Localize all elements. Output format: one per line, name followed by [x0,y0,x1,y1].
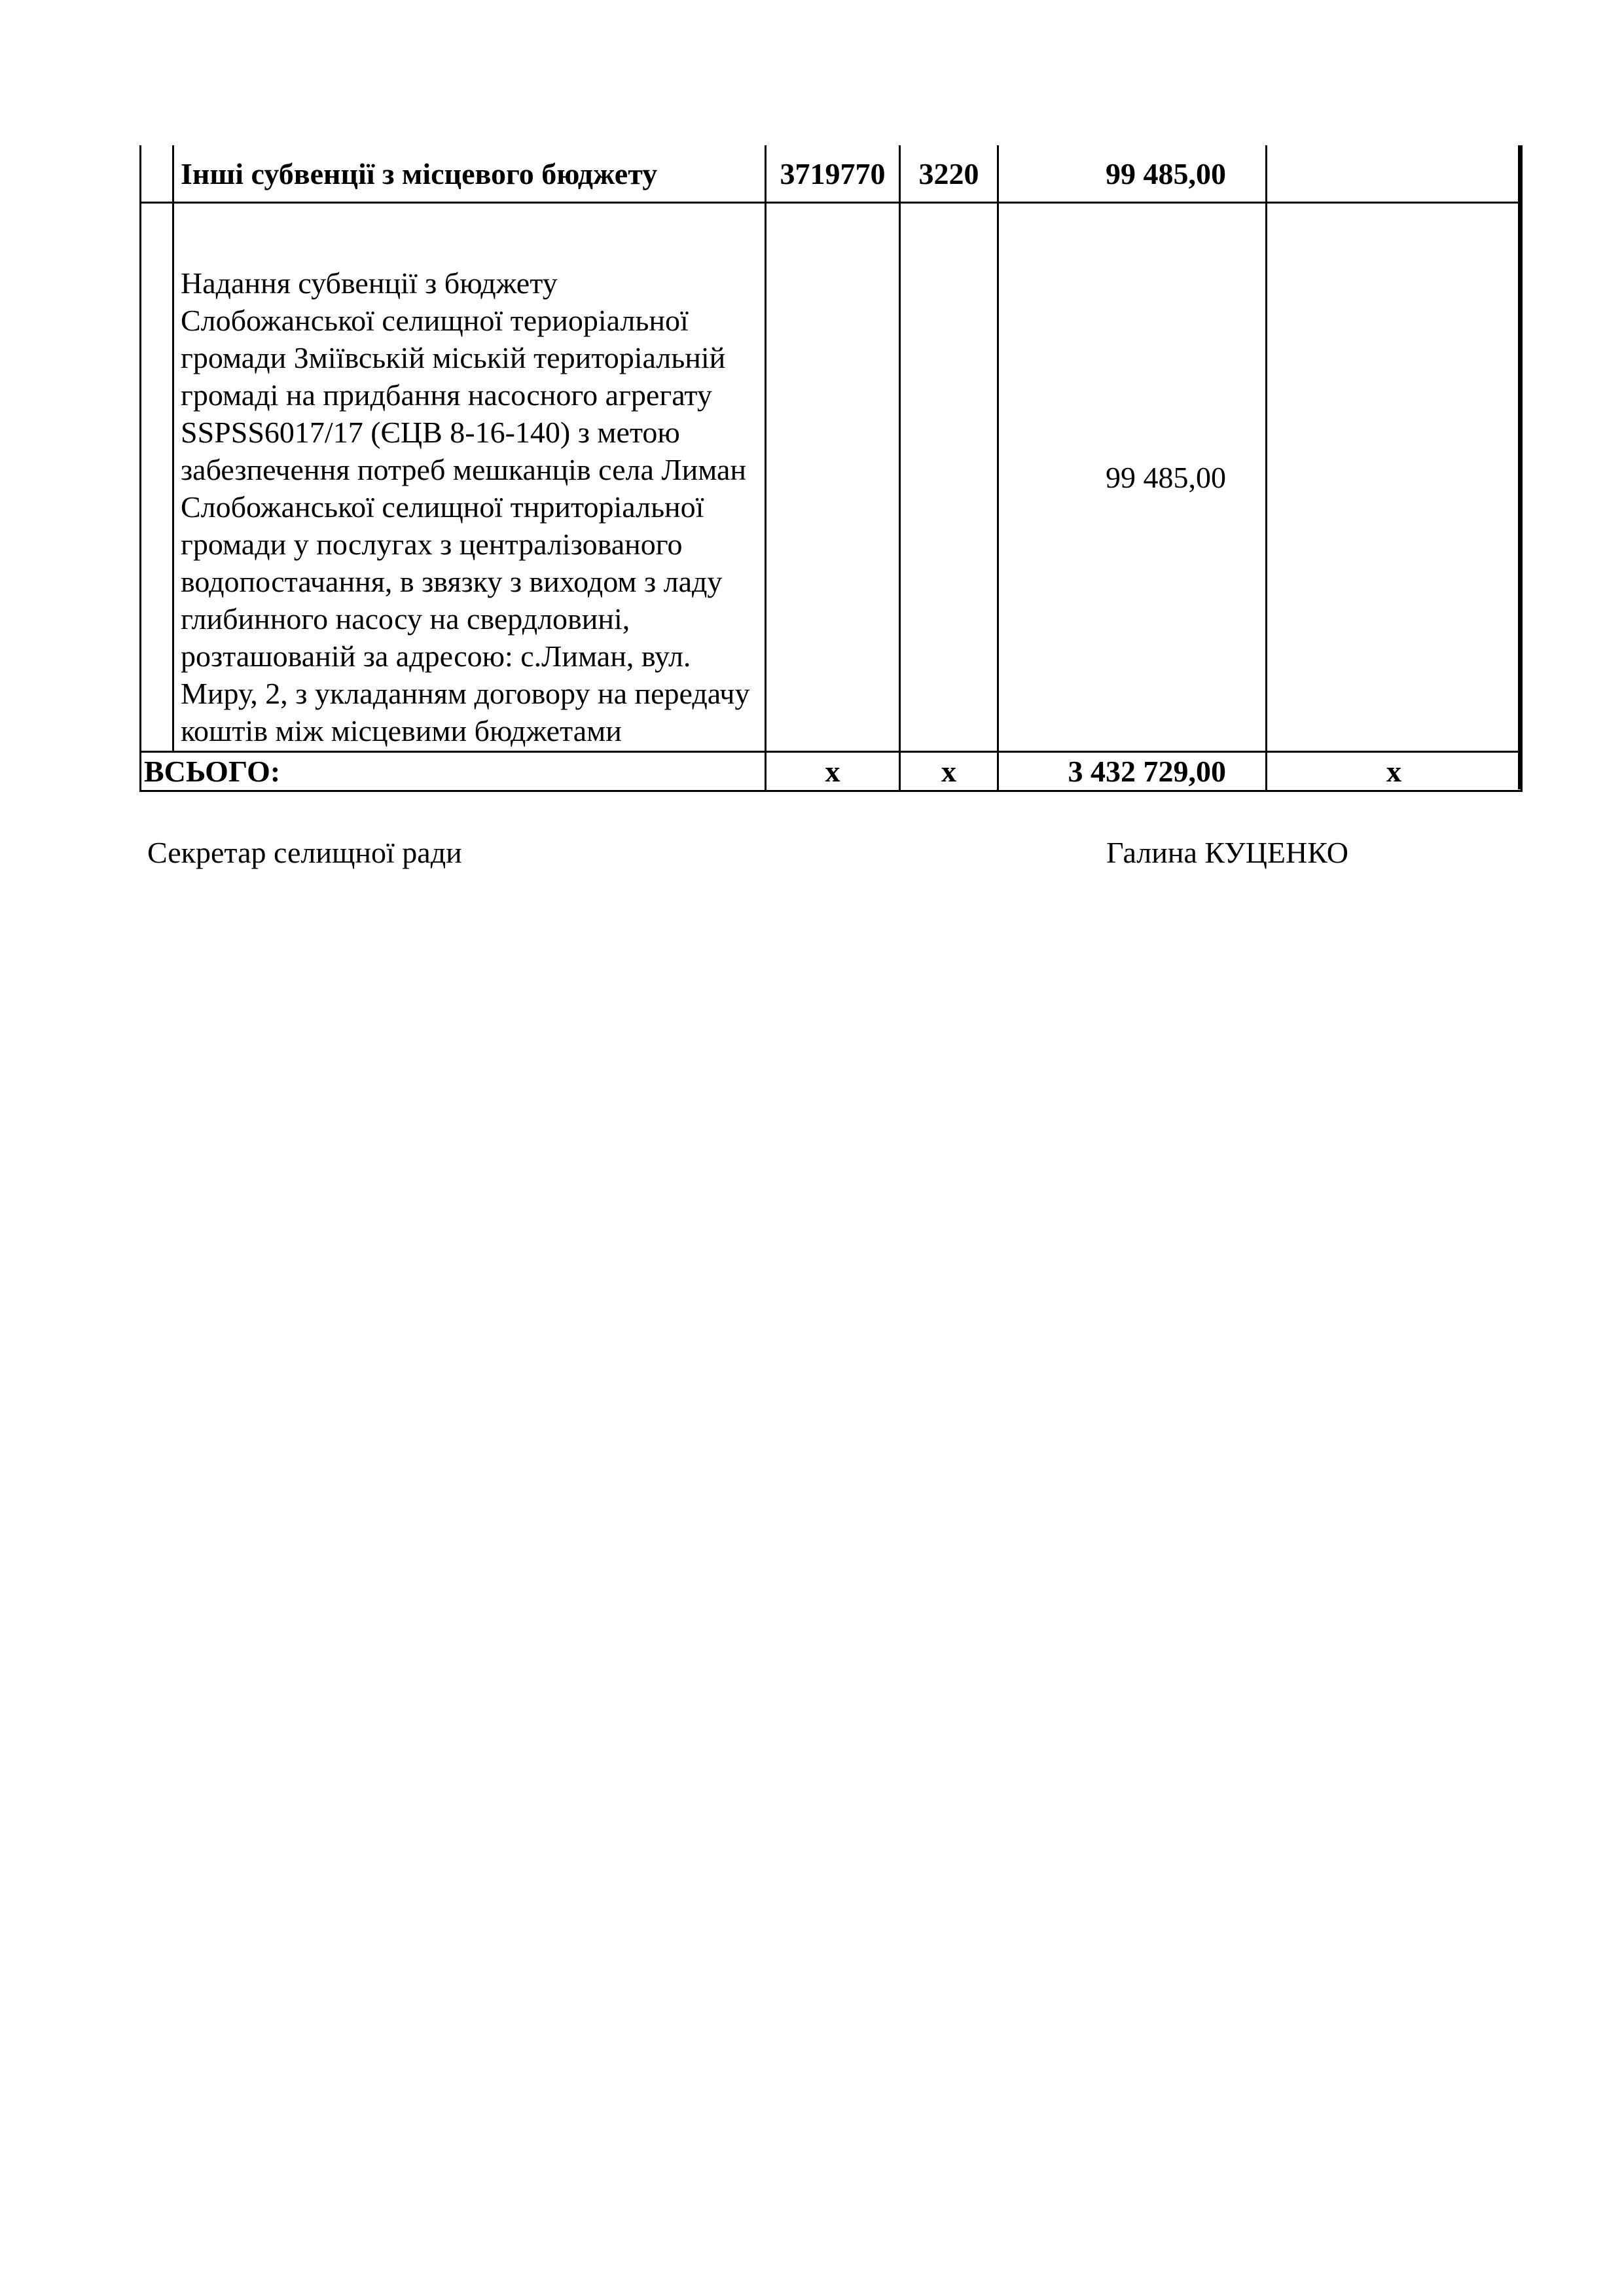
total-label-cell: ВСЬОГО: [141,752,766,791]
table-row-other-subventions [141,145,1522,203]
description-line: забезпечення потреб мешканців села Лиман [181,453,747,486]
description-line: SSPSS6017/17 (ЄЦВ 8-16-140) з метою [181,416,680,449]
amount-cell: 99 485,00 [998,145,1267,203]
description-line: глибинного насосу на свердловині, [181,602,630,636]
budget-table [139,145,1523,792]
empty-last-cell [1267,145,1522,203]
description-line: громаді на придбання насосного агрегату [181,378,712,412]
code1-cell: 3719770 [766,145,900,203]
total-last-cell: х [1267,752,1522,791]
total-code1-cell: х [766,752,900,791]
description-line: Миру, 2, з укладанням договору на передачу [181,677,750,710]
empty-cell [141,203,173,752]
description-line: розташованій за адресою: с.Лиман, вул. [181,639,691,673]
total-amount-cell: 3 432 729,00 [998,752,1267,791]
empty-cell [766,203,900,752]
code2-cell: 3220 [900,145,998,203]
description-line: водопостачання, в звязку з виходом з ладу [181,565,723,598]
description-line: Слобожанської селищної тнриторіальної [181,490,704,524]
description-line: Надання субвенції з бюджету [181,266,558,300]
subvention-name-cell: Інші субвенції з місцевого бюджету [173,145,766,203]
total-code2-cell: х [900,752,998,791]
table-row-total [141,752,1522,791]
signatory-position: Секретар селищної ради [147,836,462,869]
empty-cell [141,145,173,203]
description-line: громади Зміївській міській територіальній [181,341,726,374]
description-cell [173,203,766,752]
description-line: коштів між місцевими бюджетами [181,714,622,747]
signatory-name: Галина КУЦЕНКО [1106,836,1348,869]
empty-cell [900,203,998,752]
description-line: Слобожанської селищної териоріальної [181,304,689,337]
empty-last-cell [1267,203,1522,752]
description-line: громади у послугах з централізованого [181,528,683,561]
table-row-description [141,203,1522,752]
description-amount-cell: 99 485,00 [998,203,1267,752]
